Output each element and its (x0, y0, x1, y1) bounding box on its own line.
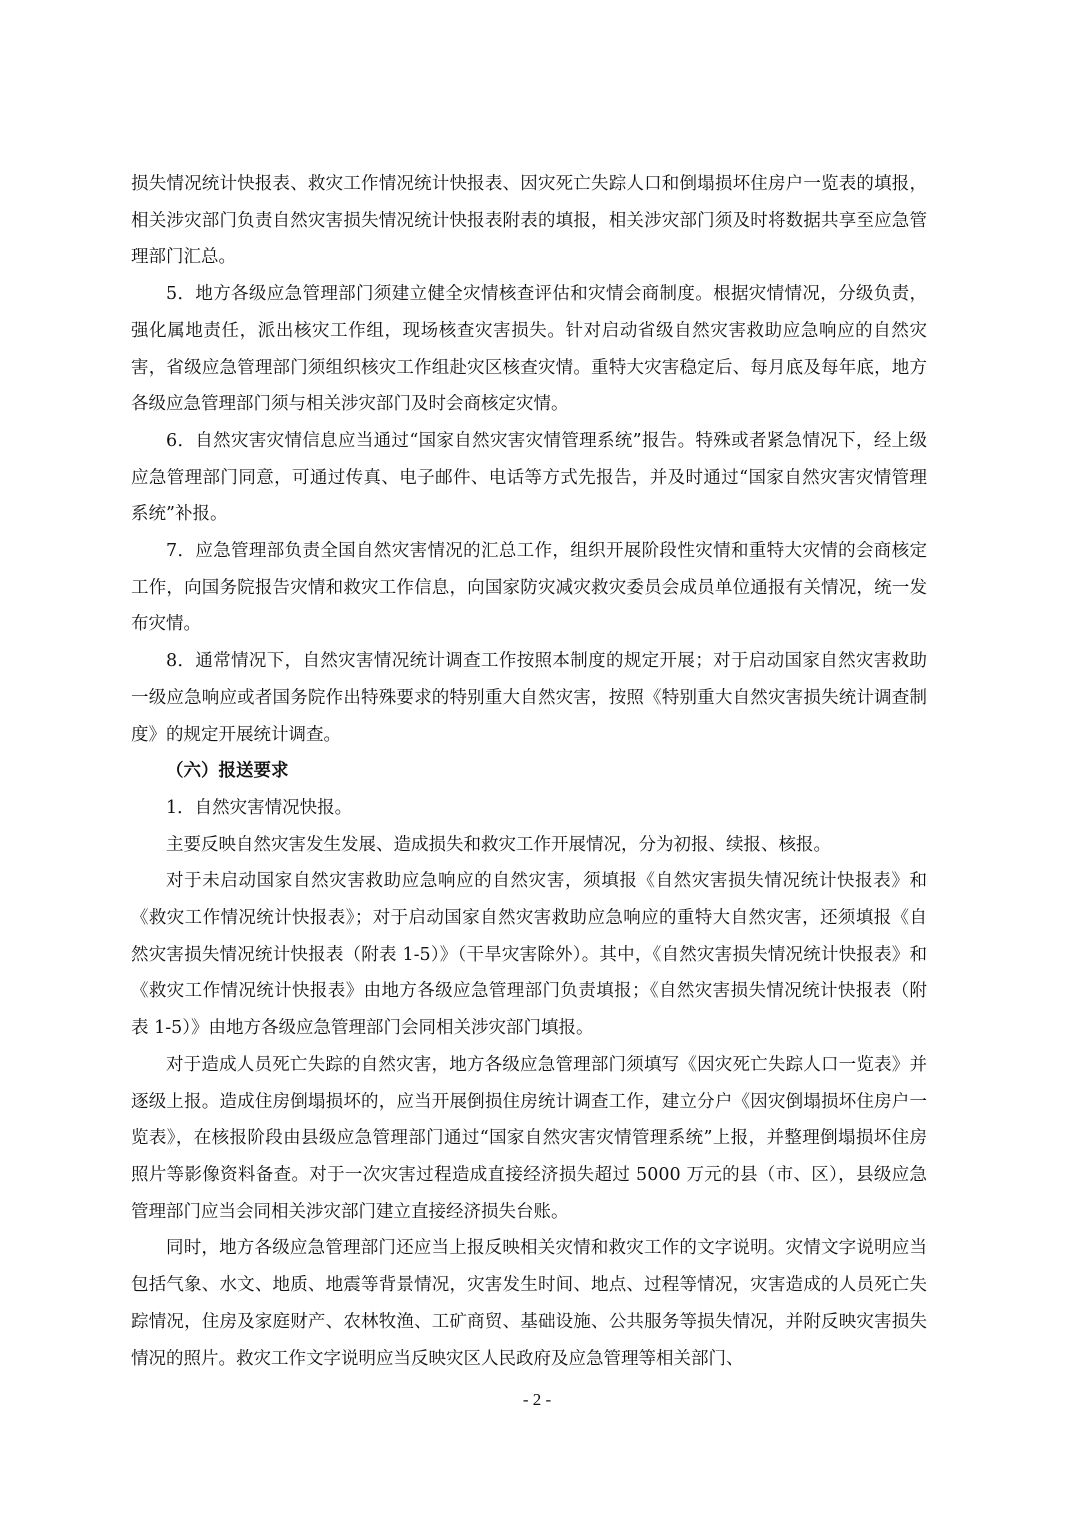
paragraph-item-7: 7．应急管理部负责全国自然灾害情况的汇总工作，组织开展阶段性灾情和重特大灾情的会商核定工作，向国务院报告灾情和救灾工作信息，向国家防灾减灾救灾委员会成员单位通报有关情况，统一发布灾情。 (131, 541, 927, 635)
paragraph-quick-report-summary: 主要反映自然灾害发生发展、造成损失和救灾工作开展情况，分为初报、续报、核报。 (166, 834, 831, 855)
paragraph-quick-report-title: 1．自然灾害情况快报。 (166, 797, 353, 818)
paragraph-item-5: 5．地方各级应急管理部门须建立健全灾情核查评估和灾情会商制度。根据灾情情况，分级负责，强化属地责任，派出核灾工作组，现场核查灾害损失。针对启动省级自然灾害救助应急响应的自然灾害，省级应急管理部门须组织核灾工作组赴灾区核查灾情。重特大灾害稳定后、每月底及每年底，地方各级应急管理部门须与相关涉灾部门及时会商核定灾情。 (131, 284, 927, 415)
paragraph-quick-report-forms: 对于未启动国家自然灾害救助应急响应的自然灾害，须填报《自然灾害损失情况统计快报表》和《救灾工作情况统计快报表》；对于启动国家自然灾害救助应急响应的重特大自然灾害，还须填报《自然灾害损失情况统计快报表（附表 1-5）》（干旱灾害除外）。其中，《自然灾害损失情况统计快报表》和《救灾工作情况统计快报表》由地方各级应急管理部门负责填报；《自然灾害损失情况统计快报表（附表 1-5）》由地方各级应急管理部门会同相关涉灾部门填报。 (131, 871, 927, 1039)
paragraph-item-6: 6．自然灾害灾情信息应当通过“国家自然灾害灾情管理系统”报告。特殊或者紧急情况下，经上级应急管理部门同意，可通过传真、电子邮件、电话等方式先报告，并及时通过“国家自然灾害灾情管理系统”补报。 (131, 430, 927, 525)
section-heading: （六）报送要求 (166, 761, 289, 782)
paragraph-item-8: 8．通常情况下，自然灾害情况统计调查工作按照本制度的规定开展；对于启动国家自然灾害救助一级应急响应或者国务院作出特殊要求的特别重大自然灾害，按照《特别重大自然灾害损失统计调查制度》的规定开展统计调查。 (131, 651, 927, 745)
paragraph-continuation: 损失情况统计快报表、救灾工作情况统计快报表、因灾死亡失踪人口和倒塌损坏住房户一览表的填报，相关涉灾部门负责自然灾害损失情况统计快报表附表的填报，相关涉灾部门须及时将数据共享至应急管理部门汇总。 (131, 174, 927, 268)
document-body (131, 166, 927, 1377)
paragraph-casualty-housing: 对于造成人员死亡失踪的自然灾害，地方各级应急管理部门须填写《因灾死亡失踪人口一览表》并逐级上报。造成住房倒塌损坏的，应当开展倒损住房统计调查工作，建立分户《因灾倒塌损坏住房户一览表》，在核报阶段由县级应急管理部门通过“国家自然灾害灾情管理系统”上报，并整理倒塌损坏住房照片等影像资料备查。对于一次灾害过程造成直接经济损失超过 5000 万元的县（市、区），县级应急管理部门应当会同相关涉灾部门建立直接经济损失台账。 (131, 1054, 927, 1222)
page-number: - 2 - (522, 1390, 552, 1409)
paragraph-text-description: 同时，地方各级应急管理部门还应当上报反映相关灾情和救灾工作的文字说明。灾情文字说明应当包括气象、水文、地质、地震等背景情况，灾害发生时间、地点、过程等情况，灾害造成的人员死亡失踪情况，住房及家庭财产、农林牧渔、工矿商贸、基础设施、公共服务等损失情况，并附反映灾害损失情况的照片。救灾工作文字说明应当反映灾区人民政府及应急管理等相关部门、 (131, 1238, 927, 1369)
